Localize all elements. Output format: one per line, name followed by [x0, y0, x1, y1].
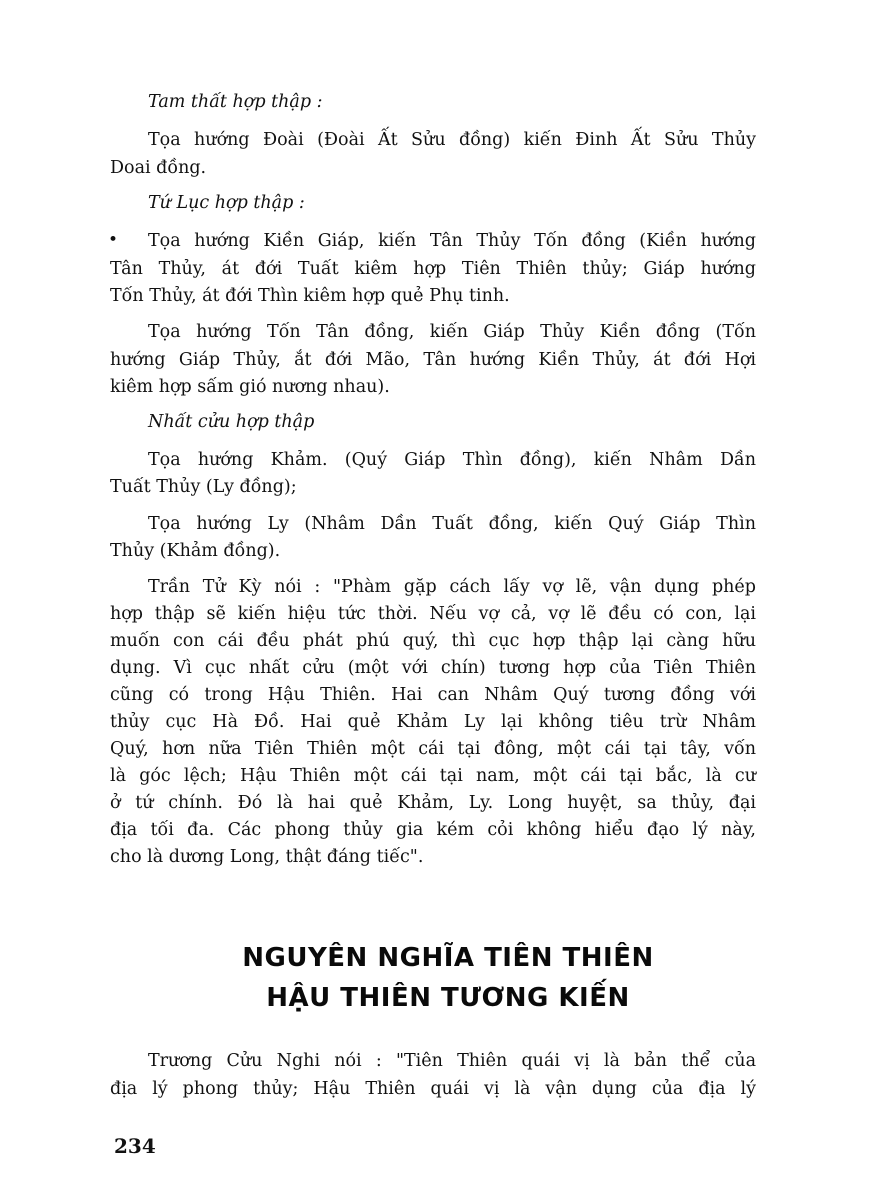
paragraph-line: cũng có trong Hậu Thiên. Hai can Nhâm Quý tương đồng với: [110, 685, 756, 705]
paragraph-line: Tọa hướng Ly (Nhâm Dần Tuất đồng, kiến Quý Giáp Thìn: [148, 514, 756, 534]
subheading-tu-luc: Tứ Lục hợp thập :: [148, 193, 305, 213]
paragraph-line: Tọa hướng Tốn Tân đồng, kiến Giáp Thủy Kiền đồng (Tốn: [148, 322, 756, 342]
paragraph-line: Doai đồng.: [110, 158, 207, 178]
paragraph-line: Thủy (Khảm đồng).: [110, 541, 281, 561]
paragraph-line: Tọa hướng Khảm. (Quý Giáp Thìn đồng), kiến Nhâm Dần: [148, 450, 756, 470]
paragraph-line: Tân Thủy, át đới Tuất kiêm hợp Tiên Thiên thủy; Giáp hướng: [110, 259, 756, 279]
paragraph-line: Tọa hướng Kiền Giáp, kiến Tân Thủy Tốn đồng (Kiền hướng: [148, 231, 756, 251]
paragraph-line: muốn con cái đều phát phú quý, thì cục hợp thập lại càng hữu: [110, 631, 756, 651]
paragraph-line: Quý, hơn nữa Tiên Thiên một cái tại đông, một cái tại tây, vốn: [110, 739, 756, 759]
chapter-heading-line-1: NGUYÊN NGHĨA TIÊN THIÊN: [242, 943, 654, 973]
paragraph-line: ở tứ chính. Đó là hai quẻ Khảm, Ly. Long huyệt, sa thủy, đại: [110, 793, 756, 813]
paragraph-line: là góc lệch; Hậu Thiên một cái tại nam, một cái tại bắc, là cư: [110, 766, 756, 786]
page-number: 234: [114, 1134, 156, 1158]
subheading-tam-that: Tam thất hợp thập :: [148, 92, 323, 112]
paragraph-line: dụng. Vì cục nhất cửu (một với chín) tương hợp của Tiên Thiên: [110, 658, 756, 678]
paragraph-line: Tọa hướng Đoài (Đoài Ất Sửu đồng) kiến Đinh Ất Sửu Thủy: [148, 130, 756, 150]
paragraph-line: Tuất Thủy (Ly đồng);: [110, 477, 297, 497]
bullet-marker: •: [108, 230, 119, 250]
subheading-nhat-cuu: Nhất cửu hợp thập: [148, 412, 315, 432]
paragraph-line: địa lý phong thủy; Hậu Thiên quái vị là vận dụng của địa lý: [110, 1079, 756, 1099]
paragraph-line: Trần Tử Kỳ nói : "Phàm gặp cách lấy vợ lẽ, vận dụng phép: [148, 577, 756, 597]
chapter-heading-line-2: HẬU THIÊN TƯƠNG KIẾN: [266, 983, 630, 1013]
paragraph-line: Tốn Thủy, át đới Thìn kiêm hợp quẻ Phụ tinh.: [110, 286, 510, 306]
paragraph-line: Trương Cửu Nghi nói : "Tiên Thiên quái vị là bản thể của: [148, 1051, 756, 1071]
paragraph-line: cho là dương Long, thật đáng tiếc".: [110, 847, 424, 867]
paragraph-line: hợp thập sẽ kiến hiệu tức thời. Nếu vợ cả, vợ lẽ đều có con, lại: [110, 604, 756, 624]
paragraph-line: hướng Giáp Thủy, ắt đới Mão, Tân hướng Kiền Thủy, át đới Hợi: [110, 350, 756, 370]
paragraph-line: địa tối đa. Các phong thủy gia kém cỏi không hiểu đạo lý này,: [110, 820, 756, 840]
paragraph-line: thủy cục Hà Đồ. Hai quẻ Khảm Ly lại không tiêu trừ Nhâm: [110, 712, 756, 732]
paragraph-line: kiêm hợp sấm gió nương nhau).: [110, 377, 390, 397]
